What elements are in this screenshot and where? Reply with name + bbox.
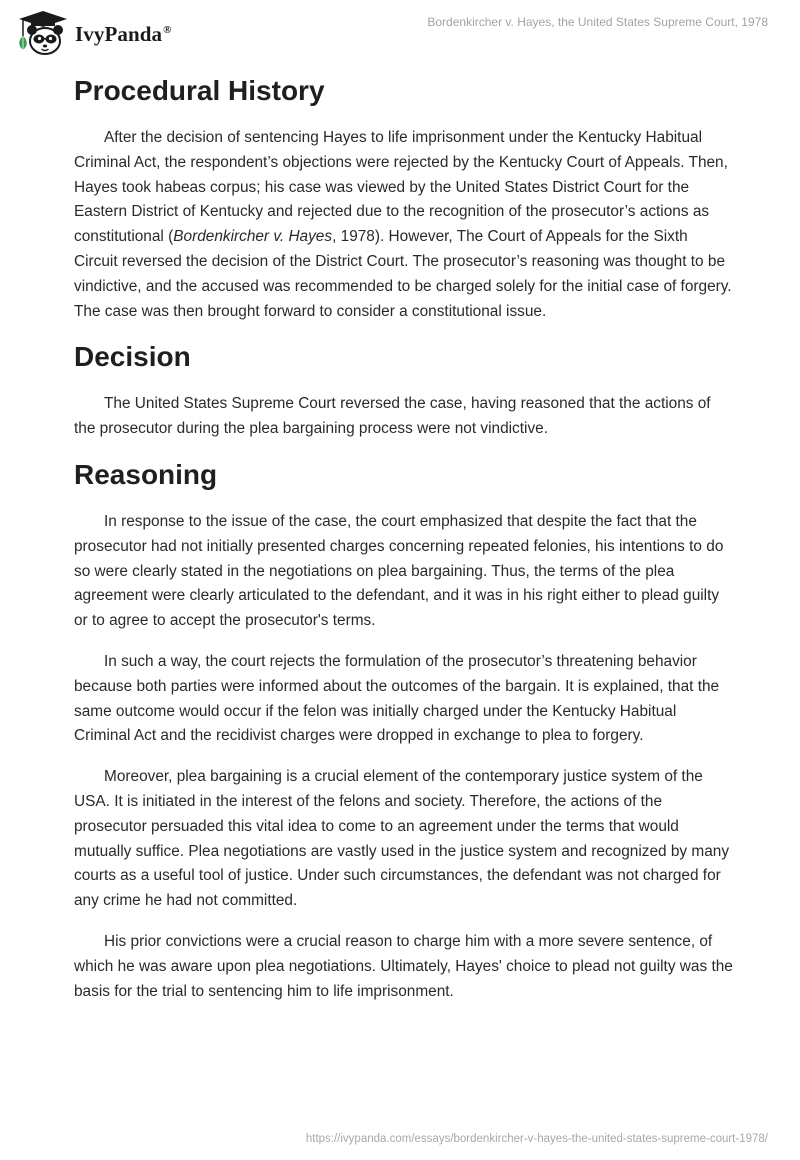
- section-decision: [74, 336, 734, 442]
- paragraph-reasoning-1: In response to the issue of the case, the court emphasized that despite the fact that the prosecutor had not initially presented charges concerning repeated felonies, his intentions to do so were clearly stated in the negotiations on plea bargaining. Thus, the terms of the plea agreement were clearly articulated to the defendant, and it was in his right either to plead guilty or to agree to accept the prosecutor's terms.: [74, 512, 724, 630]
- paragraph-text: , 1978). However, The Court of Appeals for the Sixth Circuit reversed the decision of the District Court. The prosecutor’s reasoning was thought to be vindictive, and the accused was recommended to be charged solely for the initial case of forgery. The case was then brought forward to consider a constitutional issue.: [74, 228, 732, 320]
- registered-mark: ®: [163, 23, 172, 36]
- page-header: [0, 0, 800, 60]
- paragraph-procedural-history: [74, 126, 734, 324]
- paragraph-text: After the decision of sentencing Hayes to life imprisonment under the Kentucky Habitual Criminal Act, the respondent’s objections were rejected by the Kentucky Court of Appeals. Then, Hayes took habeas corpus; his case was viewed by the United States District Court for the Eastern District of Kentucky and rejected due to the recognition of the prosecutor’s actions as constitutional (: [74, 129, 728, 246]
- paragraph-reasoning-2: In such a way, the court rejects the formulation of the prosecutor’s threatening behavior because both parties were informed about the outcomes of the bargain. It is explained, that the same outcome would occur if the felon was initially charged under the Kentucky Habitual Criminal Act and the recidivist charges were dropped in exchange to plea to forgery.: [74, 652, 720, 745]
- document-title: Bordenkircher v. Hayes, the United States Supreme Court, 1978: [427, 15, 768, 29]
- essay-content: [74, 70, 734, 1004]
- paragraph-decision: The United States Supreme Court reversed the case, having reasoned that the actions of the prosecutor during the plea bargaining process were not vindictive.: [74, 395, 711, 438]
- paragraph-reasoning-3: Moreover, plea bargaining is a crucial element of the contemporary justice system of the USA. It is initiated in the interest of the felons and society. Therefore, the actions of the prosecutor persuaded this vital idea to come to an agreement under the terms that would mutually suffice. Plea negotiations are vastly used in the justice system and recognized by many courts as a useful tool of justice. Under such circumstances, the defendant was not charged for any crime he had not committed.: [74, 768, 730, 910]
- heading-reasoning: Reasoning: [74, 458, 218, 490]
- heading-decision: Decision: [74, 341, 191, 373]
- source-url[interactable]: https://ivypanda.com/essays/bordenkircher-v-hayes-the-united-states-supreme-court-1978/: [305, 1133, 768, 1145]
- section-reasoning: [74, 454, 734, 1004]
- section-procedural-history: [74, 70, 734, 324]
- paragraph-reasoning-4: His prior convictions were a crucial reason to charge him with a more severe sentence, of which he was aware upon plea negotiations. Ultimately, Hayes' choice to plead not guilty was the basis for the trial to sentencing him to life imprisonment.: [74, 932, 733, 1000]
- ivypanda-logo[interactable]: [15, 8, 172, 58]
- heading-procedural-history: Procedural History: [74, 75, 325, 106]
- brand-name: IvyPanda®: [75, 21, 172, 46]
- case-citation: Bordenkircher v. Hayes: [173, 228, 333, 246]
- panda-graduate-icon: [15, 8, 71, 58]
